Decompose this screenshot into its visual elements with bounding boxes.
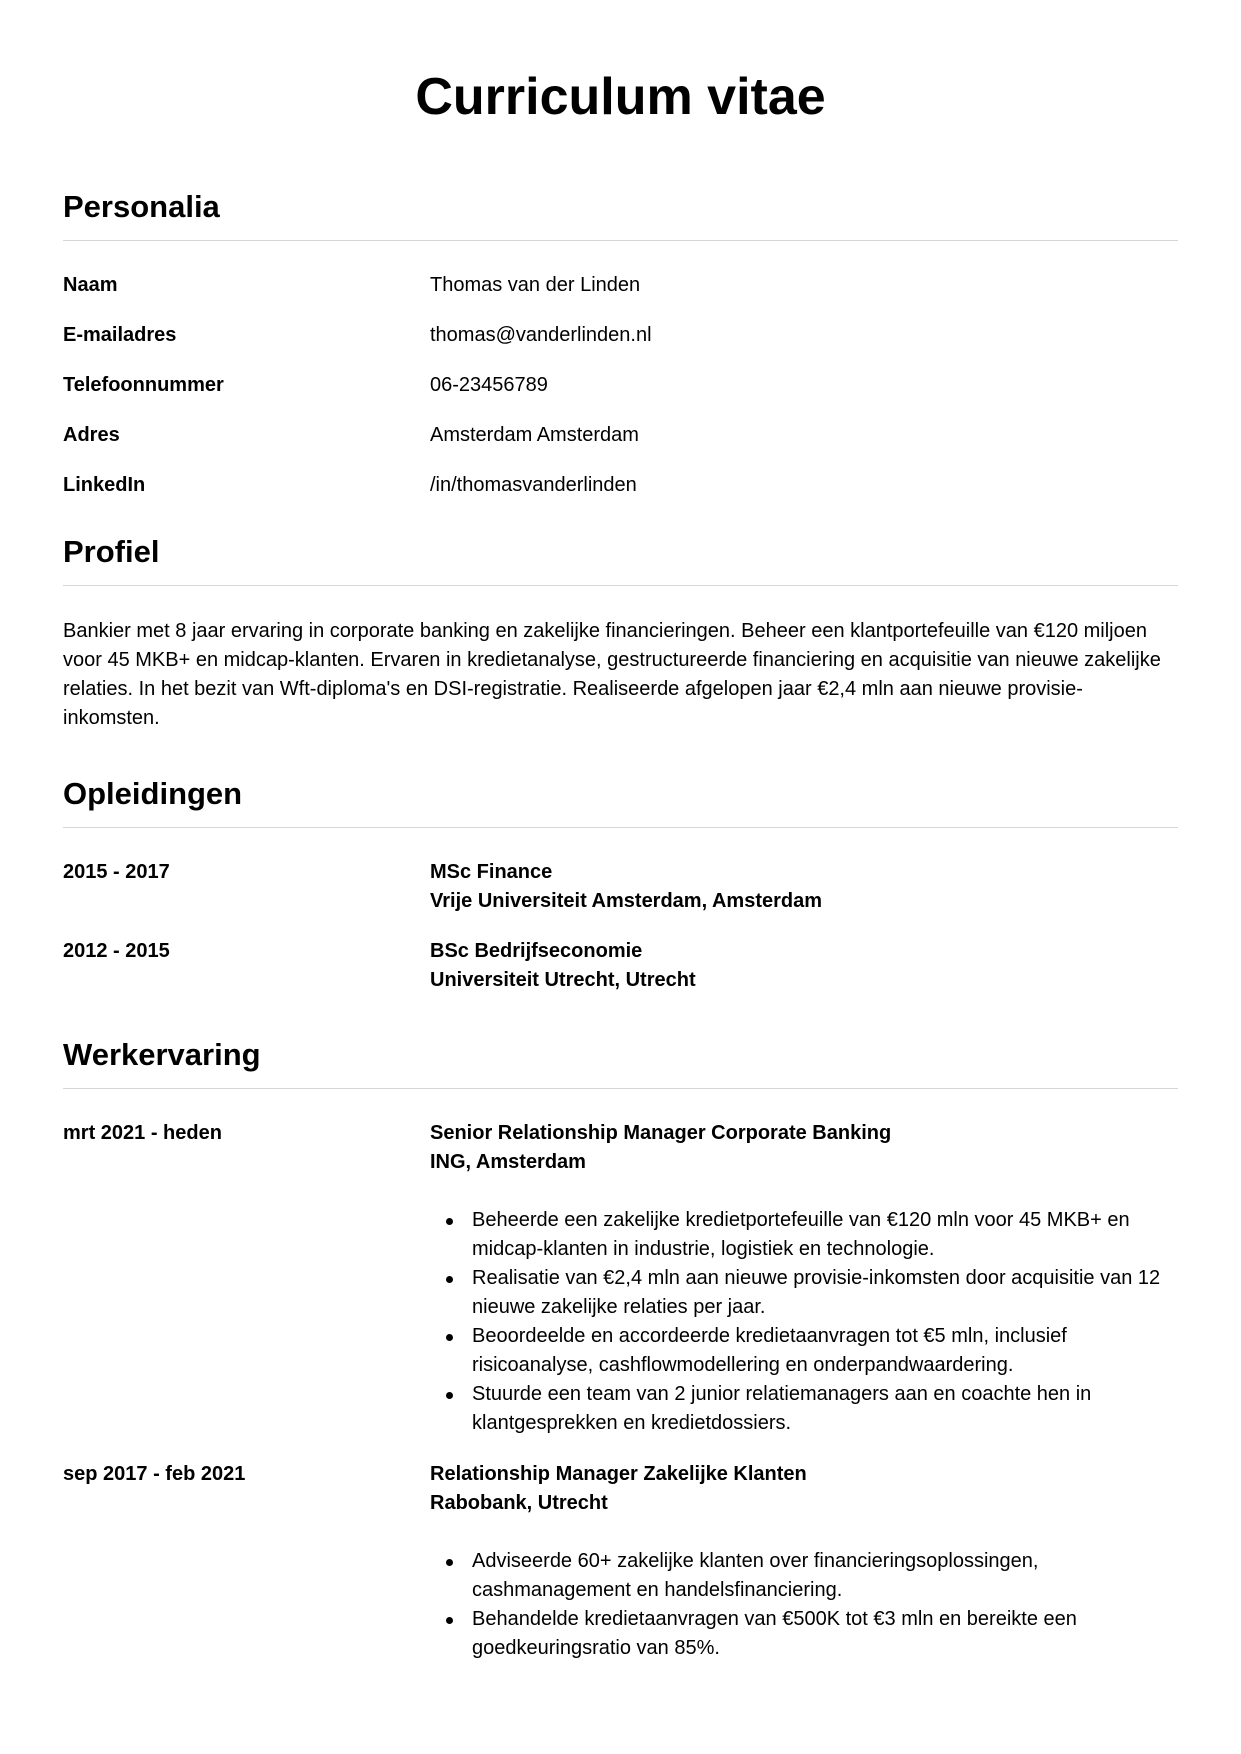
- education-period: 2015 - 2017: [63, 861, 170, 883]
- education-item: [63, 937, 1178, 995]
- personalia-section: [63, 187, 1178, 521]
- personal-label: LinkedIn: [63, 474, 146, 496]
- personal-value: 06-23456789: [430, 374, 548, 396]
- job-company: ING, Amsterdam: [430, 1151, 586, 1173]
- job-bullet: Beheerde een zakelijke kredietportefeuille van €120 mln voor 45 MKB+ en midcap-klanten in industrie, logistiek en technologie.: [430, 1206, 1178, 1264]
- werkervaring-heading: Werkervaring: [63, 1035, 1178, 1089]
- personal-value: Amsterdam Amsterdam: [430, 424, 639, 446]
- profiel-heading: Profiel: [63, 532, 1178, 586]
- opleidingen-section: [63, 774, 1178, 995]
- personal-value: /in/thomasvanderlinden: [430, 474, 637, 496]
- job-details: [430, 1460, 1178, 1663]
- education-degree: MSc Finance: [430, 861, 553, 883]
- job-bullet: Beoordeelde en accordeerde kredietaanvragen tot €5 mln, inclusief risicoanalyse, cashflowmodellering en onderpandwaardering.: [430, 1322, 1178, 1380]
- personalia-heading: Personalia: [63, 187, 1178, 241]
- personalia-rows: [63, 241, 1178, 521]
- education-institution: Universiteit Utrecht, Utrecht: [430, 969, 696, 991]
- personal-row-name: [63, 271, 1178, 321]
- education-period: 2012 - 2015: [63, 940, 170, 962]
- profiel-section: [63, 532, 1178, 733]
- job-role: Relationship Manager Zakelijke Klanten: [430, 1463, 807, 1485]
- personal-label: Telefoonnummer: [63, 374, 224, 396]
- education-list: [63, 828, 1178, 995]
- job-bullets: [430, 1518, 1178, 1663]
- job-item: [63, 1460, 1178, 1663]
- personal-label: Naam: [63, 274, 118, 296]
- education-item: [63, 858, 1178, 916]
- personal-label: E-mailadres: [63, 324, 177, 346]
- job-bullets: [430, 1177, 1178, 1438]
- werkervaring-section: [63, 1035, 1178, 1663]
- education-details: [430, 858, 1178, 916]
- job-role: Senior Relationship Manager Corporate Banking: [430, 1122, 892, 1144]
- document-title: Curriculum vitae: [415, 68, 826, 126]
- job-bullet: Stuurde een team van 2 junior relatiemanagers aan en coachte hen in klantgesprekken en kredietdossiers.: [430, 1380, 1178, 1438]
- personal-value: Thomas van der Linden: [430, 274, 641, 296]
- job-bullet: Behandelde kredietaanvragen van €500K tot €3 mln en bereikte een goedkeuringsratio van 85%.: [430, 1605, 1178, 1663]
- profile-text: Bankier met 8 jaar ervaring in corporate banking en zakelijke financieringen. Beheer een klantportefeuille van €120 miljoen voor 45 MKB+ en midcap-klanten. Ervaren in kredietanalyse, gestructureerde financiering en acquisitie van nieuwe zakelijke relaties. In het bezit van Wft-diploma's en DSI-registratie. Realiseerde afgelopen jaar €2,4 mln aan nieuwe provisie-inkomsten.: [63, 620, 1161, 729]
- job-period: mrt 2021 - heden: [63, 1122, 222, 1144]
- education-degree: BSc Bedrijfseconomie: [430, 940, 643, 962]
- job-item: [63, 1119, 1178, 1438]
- education-details: [430, 937, 1178, 995]
- job-bullet: Realisatie van €2,4 mln aan nieuwe provisie-inkomsten door acquisitie van 12 nieuwe zakelijke relaties per jaar.: [430, 1264, 1178, 1322]
- job-details: [430, 1119, 1178, 1438]
- job-list: [63, 1089, 1178, 1663]
- personal-row-address: [63, 421, 1178, 471]
- personal-row-email: [63, 321, 1178, 371]
- job-company: Rabobank, Utrecht: [430, 1492, 608, 1514]
- opleidingen-heading: Opleidingen: [63, 774, 1178, 828]
- job-bullet: Adviseerde 60+ zakelijke klanten over financieringsoplossingen, cashmanagement en handelsfinanciering.: [430, 1547, 1178, 1605]
- personal-row-linkedin: [63, 471, 1178, 521]
- personal-row-phone: [63, 371, 1178, 421]
- job-period: sep 2017 - feb 2021: [63, 1463, 246, 1485]
- personal-label: Adres: [63, 424, 120, 446]
- education-institution: Vrije Universiteit Amsterdam, Amsterdam: [430, 890, 823, 912]
- personal-value: thomas@vanderlinden.nl: [430, 324, 652, 346]
